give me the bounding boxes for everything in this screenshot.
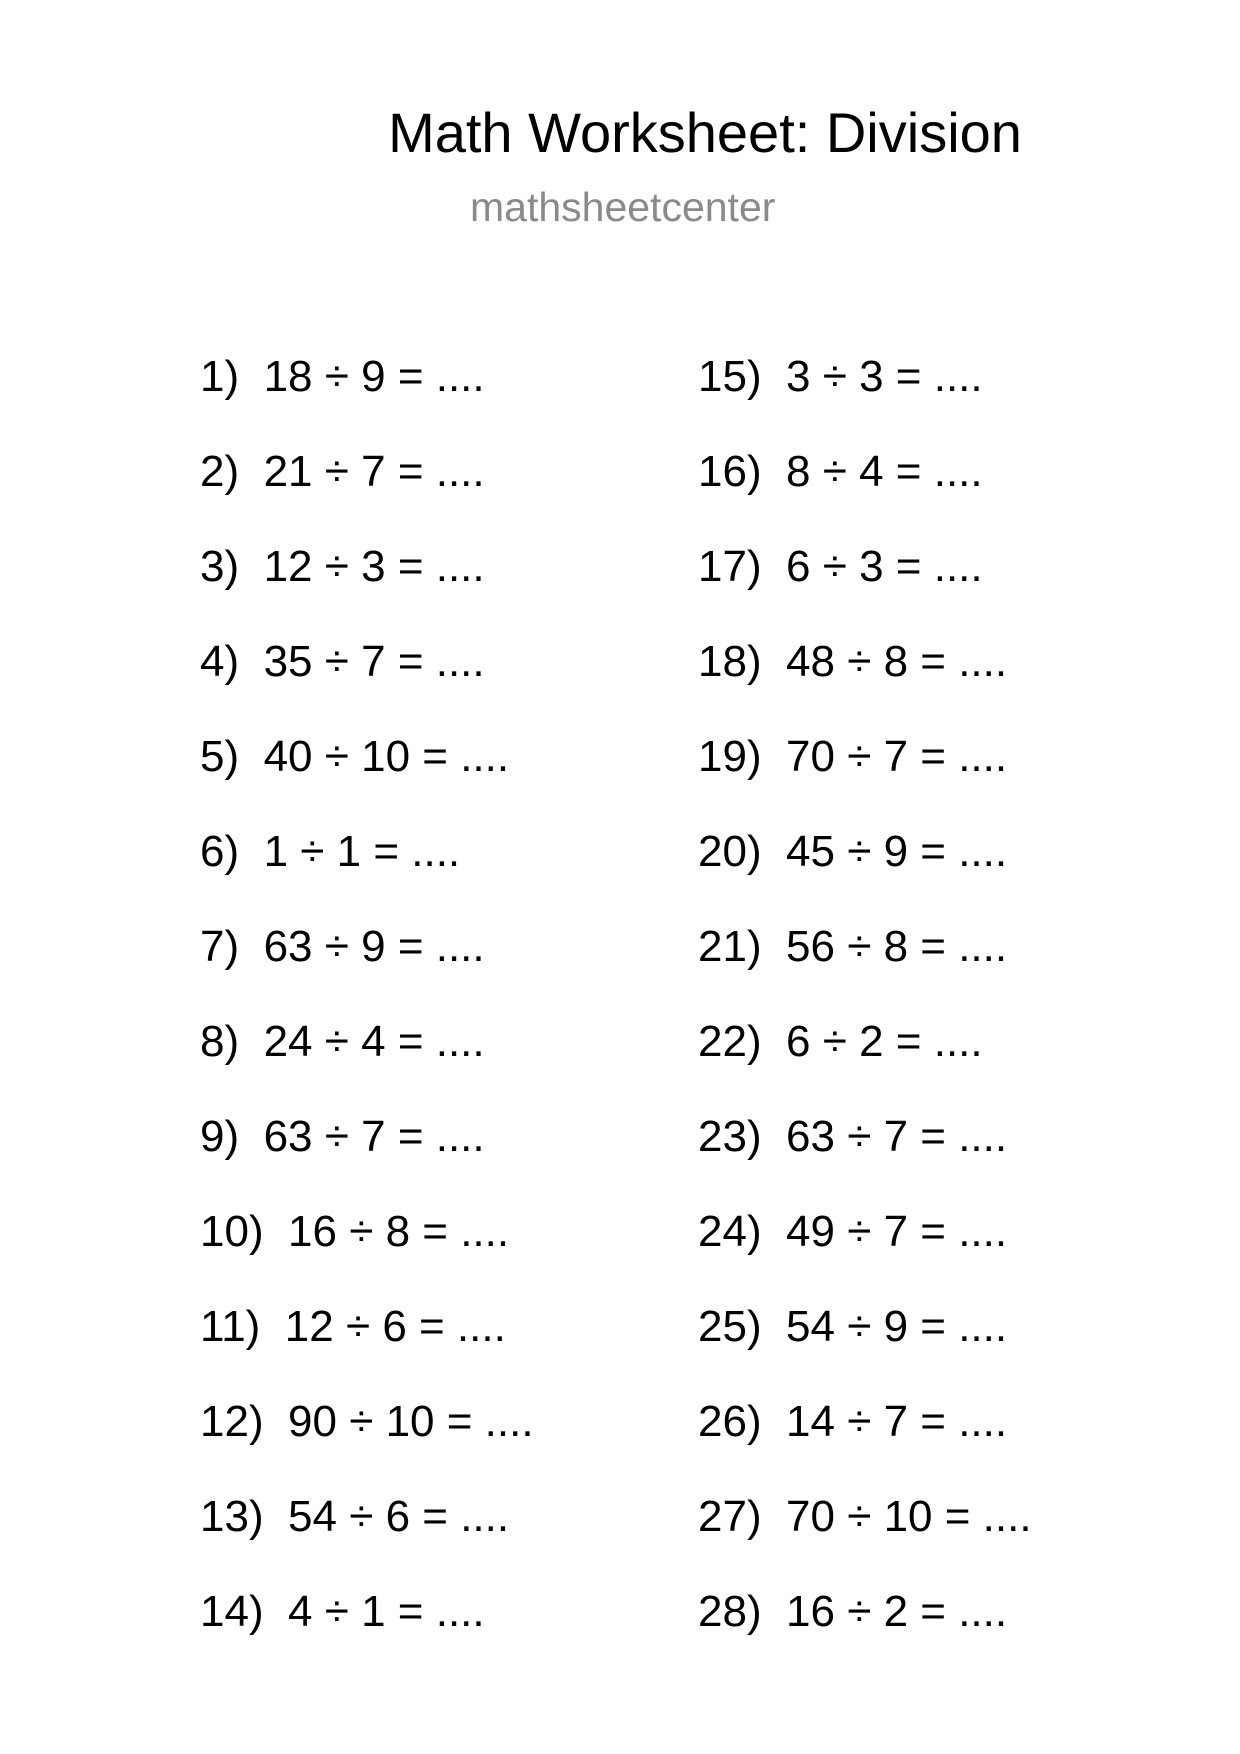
problem-number: 5)	[200, 732, 240, 781]
problem-item	[698, 444, 1198, 539]
problem-item	[698, 1394, 1198, 1489]
problem-item	[698, 824, 1198, 919]
problem-number: 23)	[698, 1112, 762, 1161]
problem-number: 28)	[698, 1587, 762, 1636]
problem-number: 22)	[698, 1017, 762, 1066]
problem-item	[200, 1014, 700, 1109]
problem-item	[698, 349, 1198, 444]
problem-number: 15)	[698, 352, 762, 401]
problem-number: 25)	[698, 1302, 762, 1351]
problem-expression: 63 ÷ 7 = ....	[786, 1112, 1008, 1161]
problem-expression: 70 ÷ 7 = ....	[786, 732, 1008, 781]
problem-item	[698, 1299, 1198, 1394]
problem-expression: 14 ÷ 7 = ....	[786, 1397, 1008, 1446]
problem-expression: 8 ÷ 4 = ....	[786, 447, 983, 496]
problem-expression: 54 ÷ 9 = ....	[786, 1302, 1008, 1351]
problem-expression: 40 ÷ 10 = ....	[263, 732, 510, 781]
problem-item	[200, 444, 700, 539]
problem-expression: 70 ÷ 10 = ....	[786, 1492, 1032, 1541]
problem-column-left	[200, 349, 700, 1679]
problem-number: 10)	[200, 1207, 264, 1256]
problem-item	[200, 1489, 700, 1584]
problem-item	[200, 1204, 700, 1299]
problem-number: 17)	[698, 542, 762, 591]
page-subtitle: mathsheetcenter	[470, 184, 776, 230]
problem-item	[698, 634, 1198, 729]
problem-number: 6)	[200, 827, 240, 876]
problem-expression: 54 ÷ 6 = ....	[288, 1492, 510, 1541]
problem-expression: 16 ÷ 8 = ....	[288, 1207, 510, 1256]
problem-item	[200, 539, 700, 634]
problem-number: 24)	[698, 1207, 762, 1256]
problem-item	[698, 1109, 1198, 1204]
problem-expression: 63 ÷ 7 = ....	[263, 1112, 485, 1161]
problem-item	[698, 1584, 1198, 1679]
problem-expression: 49 ÷ 7 = ....	[786, 1207, 1008, 1256]
problem-expression: 35 ÷ 7 = ....	[263, 637, 485, 686]
problem-column-right	[698, 349, 1198, 1679]
problem-expression: 1 ÷ 1 = ....	[263, 827, 461, 876]
problem-expression: 6 ÷ 2 = ....	[786, 1017, 983, 1066]
problem-number: 9)	[200, 1112, 240, 1161]
problem-number: 8)	[200, 1017, 240, 1066]
problem-item	[200, 634, 700, 729]
problem-number: 2)	[200, 447, 240, 496]
problem-item	[200, 919, 700, 1014]
problem-expression: 18 ÷ 9 = ....	[263, 352, 485, 401]
problem-number: 1)	[200, 352, 240, 401]
problem-number: 14)	[200, 1587, 264, 1636]
page-title: Math Worksheet: Division	[388, 101, 1022, 164]
problem-expression: 4 ÷ 1 = ....	[288, 1587, 485, 1636]
problem-item	[200, 1299, 700, 1394]
problem-number: 16)	[698, 447, 762, 496]
problem-number: 19)	[698, 732, 762, 781]
problem-expression: 45 ÷ 9 = ....	[786, 827, 1008, 876]
problem-number: 21)	[698, 922, 762, 971]
problem-item	[698, 539, 1198, 634]
problem-expression: 90 ÷ 10 = ....	[288, 1397, 534, 1446]
problem-item	[698, 1204, 1198, 1299]
problem-number: 4)	[200, 637, 240, 686]
problem-expression: 24 ÷ 4 = ....	[263, 1017, 485, 1066]
problem-item	[200, 824, 700, 919]
problem-item	[200, 349, 700, 444]
problem-number: 27)	[698, 1492, 762, 1541]
problem-item	[200, 1109, 700, 1204]
problem-item	[200, 1584, 700, 1679]
problem-number: 3)	[200, 542, 240, 591]
problem-item	[200, 729, 700, 824]
problem-item	[698, 919, 1198, 1014]
problem-item	[200, 1394, 700, 1489]
problem-number: 7)	[200, 922, 240, 971]
problem-number: 13)	[200, 1492, 264, 1541]
problem-expression: 21 ÷ 7 = ....	[263, 447, 485, 496]
problem-expression: 12 ÷ 3 = ....	[263, 542, 485, 591]
problem-expression: 16 ÷ 2 = ....	[786, 1587, 1008, 1636]
problem-number: 12)	[200, 1397, 264, 1446]
problem-expression: 63 ÷ 9 = ....	[263, 922, 485, 971]
problem-item	[698, 1014, 1198, 1109]
problem-number: 18)	[698, 637, 762, 686]
problem-expression: 56 ÷ 8 = ....	[786, 922, 1008, 971]
problem-number: 26)	[698, 1397, 762, 1446]
problem-item	[698, 729, 1198, 824]
problem-number: 11)	[200, 1302, 261, 1351]
problem-expression: 6 ÷ 3 = ....	[786, 542, 983, 591]
problem-expression: 12 ÷ 6 = ....	[284, 1302, 506, 1351]
problem-item	[698, 1489, 1198, 1584]
problem-expression: 3 ÷ 3 = ....	[786, 352, 983, 401]
problem-number: 20)	[698, 827, 762, 876]
problem-expression: 48 ÷ 8 = ....	[786, 637, 1008, 686]
